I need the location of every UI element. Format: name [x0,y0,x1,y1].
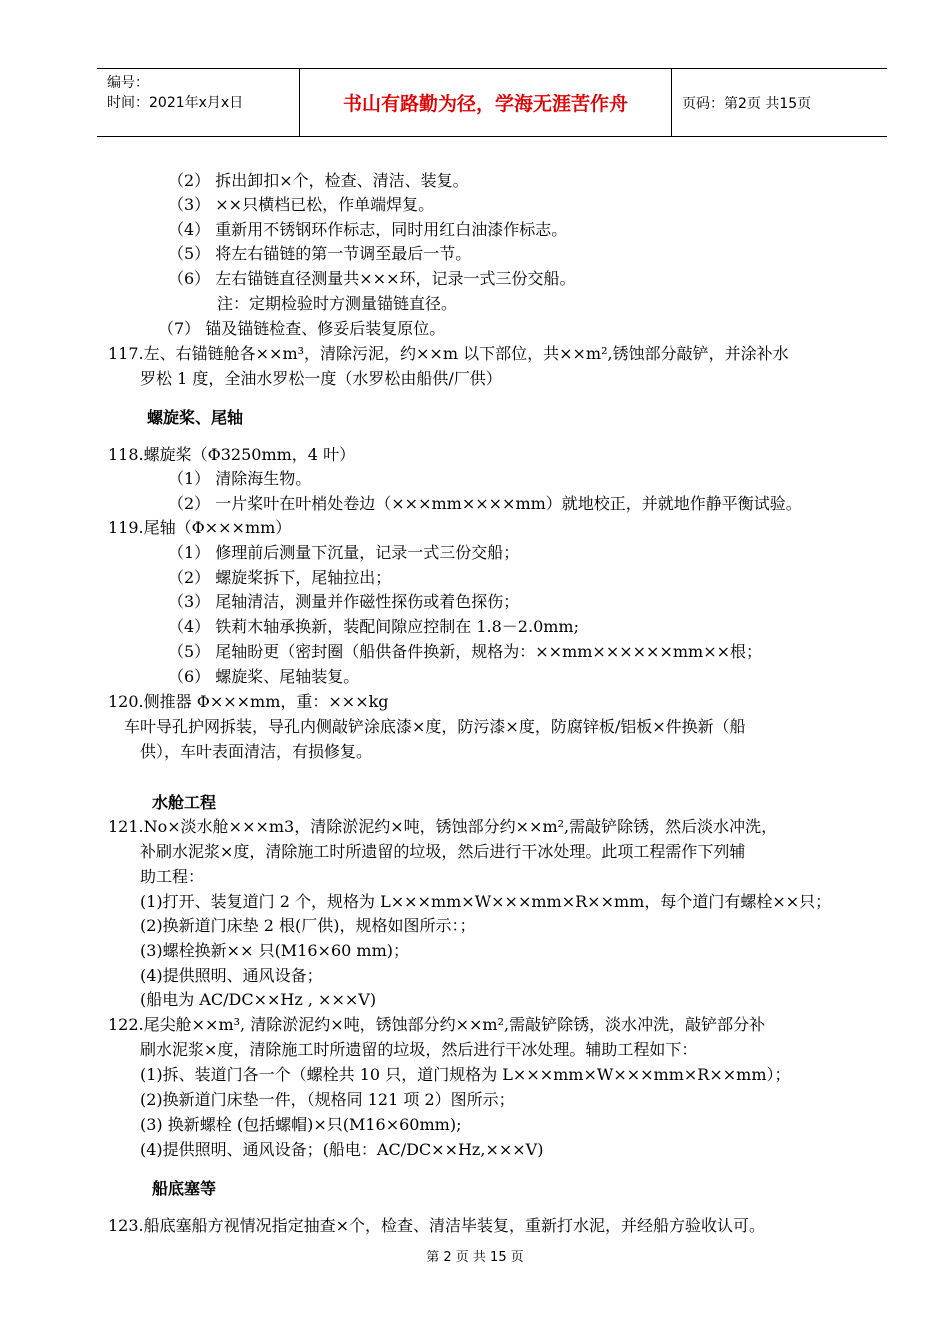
list-item: （2） 拆出卸扣×个，检查、清洁、装复。 [168,171,469,190]
paragraph-line: 罗松 1 度，全油水罗松一度（水罗松由船供/厂供） [140,369,502,388]
time-label: 时间：2021年x月x日 [107,95,244,111]
paragraph-line: (1)拆、装道门各一个（螺栓共 10 只，道门规格为 L×××mm×W×××mm×R××mm）； [140,1065,791,1084]
paragraph-line: (船电为 AC/DC××Hz , ×××V) [140,990,377,1009]
paragraph-line: 122.尾尖舱××m³, 清除淤泥约×吨，锈蚀部分约××m²,需敲铲除锈，淡水冲洗，敲铲部分补 [108,1015,766,1034]
list-item: （7） 锚及锚链检查、修妥后装复原位。 [158,319,446,338]
note-line: 注：定期检验时方测量锚链直径。 [217,294,458,313]
list-item: （3） ××只横档已松，作单端焊复。 [168,195,435,214]
list-item: （5） 尾轴盼更（密封圈（船供备件换新，规格为：××mm××××××mm××根； [168,642,763,661]
paragraph-line: (2)换新道门床垫 2 根(厂供)，规格如图所示：； [140,916,476,935]
number-label: 编号： [107,75,149,91]
page-footer: 第 2 页 共 15 页 [426,1250,524,1265]
paragraph-line: 供），车叶表面清洁，有损修复。 [140,742,373,761]
list-item: （1） 修理前后测量下沉量，记录一式三份交船； [168,543,520,562]
list-item: （3） 尾轴清洁，测量并作磁性探伤或着色探伤； [168,592,520,611]
list-item: （6） 螺旋桨、尾轴装复。 [168,667,360,686]
paragraph-line: 119.尾轴（Φ×××mm） [108,518,292,537]
paragraph-line: 121.No×淡水舱×××m3，清除淤泥约×吨，锈蚀部分约××m²,需敲铲除锈，然后淡水冲洗， [108,817,778,836]
header-meta-cell [97,69,300,136]
list-item: （6） 左右锚链直径测量共×××环，记录一式三份交船。 [168,269,576,288]
section-heading: 水舱工程 [152,793,217,812]
header-motto: 书山有路勤为径，学海无涯苦作舟 [300,69,672,136]
section-heading: 船底塞等 [152,1179,217,1198]
paragraph-line: (4)提供照明、通风设备；(船电：AC/DC××Hz,×××V) [140,1140,544,1159]
list-item: （2） 一片桨叶在叶梢处卷边（×××mm××××mm）就地校正，并就地作静平衡试验。 [168,494,802,513]
paragraph-line: 车叶导孔护网拆装，导孔内侧敲铲涂底漆×度，防污漆×度，防腐锌板/铝板×件换新（船 [124,717,746,736]
paragraph-line: 118.螺旋桨（Φ3250mm，4 叶） [108,445,356,464]
paragraph-line: (4)提供照明、通风设备； [140,966,323,985]
paragraph-line: (3)螺栓换新×× 只(M16×60 mm)； [140,941,409,960]
document-header [97,68,887,137]
section-heading: 螺旋桨、尾轴 [147,408,244,427]
paragraph-line: 刷水泥浆×度，清除施工时所遗留的垃圾，然后进行干冰处理。辅助工程如下： [140,1040,698,1059]
list-item: （4） 铁莉木轴承换新，装配间隙应控制在 1.8－2.0mm; [168,617,579,636]
list-item: （2） 螺旋桨拆下，尾轴拉出； [168,568,392,587]
list-item: （5） 将左右锚链的第一节调至最后一节。 [168,244,472,263]
paragraph-line: (3) 换新螺栓 (包括螺帽)×只(M16×60mm); [140,1115,462,1134]
paragraph-line: (1)打开、装复道门 2 个，规格为 L×××mm×W×××mm×R××mm，每个道门有螺栓××只； [140,892,832,911]
paragraph-line: (2)换新道门床垫一件，（规格同 121 项 2）图所示； [140,1090,515,1109]
paragraph-line: 117.左、右锚链舱各××m³，清除污泥，约××m 以下部位，共××m²,锈蚀部分敲铲，并涂补水 [108,344,789,363]
list-item: （4） 重新用不锈钢环作标志，同时用红白油漆作标志。 [168,220,568,239]
paragraph-line: 助工程： [140,867,205,886]
paragraph-line: 补刷水泥浆×度，清除施工时所遗留的垃圾，然后进行干冰处理。此项工程需作下列辅 [140,842,746,861]
header-page-info: 页码：第2页 共15页 [682,96,812,112]
list-item: （1） 清除海生物。 [168,469,312,488]
paragraph-line: 123.船底塞船方视情况指定抽查×个，检查、清洁毕装复，重新打水泥，并经船方验收认可。 [108,1216,766,1235]
paragraph-line: 120.侧推器 Φ×××mm，重：×××kg [108,692,389,711]
